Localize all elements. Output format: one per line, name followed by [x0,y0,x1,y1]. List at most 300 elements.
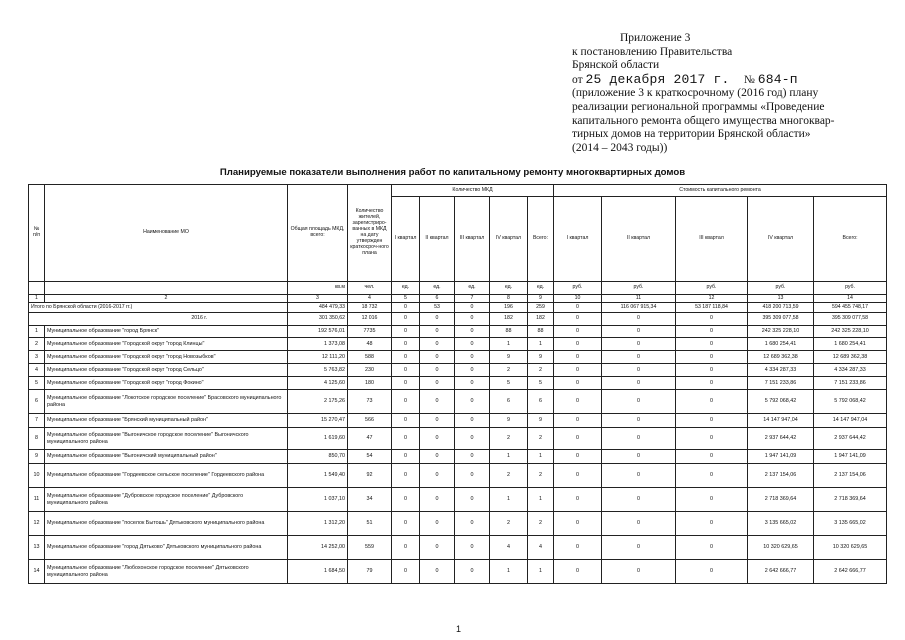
row-count-q1: 0 [392,488,420,512]
col-header-count-total: Всего: [528,197,554,282]
date-prefix: от [572,73,583,86]
table-row [29,464,887,488]
row-count-q2: 0 [420,351,455,364]
row-count-q1: 0 [392,450,420,464]
row-count-q4: 1 [490,450,528,464]
row-area: 12 111,20 [288,351,348,364]
col-header-residents: Количество жителей, зарегистриро-ванных в МКД на дату утвержден краткосроч-ного плана [348,185,392,282]
row-area: 2 175,26 [288,390,348,414]
row-count-q4: 88 [490,326,528,338]
col-header-cost-q4: IV квартал [748,197,814,282]
row-cost-total: 2 937 644,42 [814,428,887,450]
row-cost-q2: 0 [602,377,676,390]
row-count-q4: 9 [490,351,528,364]
row-area: 1 312,20 [288,512,348,536]
row-name: Муниципальное образование "город Дятьково" Дятьковского муниципального района [45,536,288,560]
row-count-q4: 2 [490,512,528,536]
row-residents: 180 [348,377,392,390]
row-cost-q1: 0 [554,326,602,338]
row-name: Муниципальное образование "Гордеевское сельское поселение" Гордеевского района [45,464,288,488]
row-cost-q1: 0 [554,512,602,536]
row-count-q3: 0 [455,338,490,351]
year-count-q1: 0 [392,313,420,326]
total-count-q3: 0 [455,303,490,313]
row-count-q4: 4 [490,536,528,560]
row-area: 4 125,60 [288,377,348,390]
row-cost-q4: 2 718 369,64 [748,488,814,512]
total-count-q4: 196 [490,303,528,313]
row-cost-q1: 0 [554,464,602,488]
row-count-q4: 1 [490,560,528,584]
table-row [29,512,887,536]
column-numbers-row [29,295,887,303]
year-label: 2016 г. [29,313,288,326]
header-note-3: капитального ремонта общего имущества многоквар- [572,114,835,127]
total-count-q1: 0 [392,303,420,313]
total-count-total: 259 [528,303,554,313]
row-residents: 588 [348,351,392,364]
row-count-q1: 0 [392,364,420,377]
row-cost-q4: 1 947 141,09 [748,450,814,464]
row-count-total: 1 [528,560,554,584]
row-cost-q3: 0 [676,390,748,414]
row-cost-total: 10 320 629,65 [814,536,887,560]
row-count-q2: 0 [420,390,455,414]
row-count-q3: 0 [455,512,490,536]
row-count-q1: 0 [392,560,420,584]
row-cost-q1: 0 [554,560,602,584]
row-count-total: 2 [528,364,554,377]
row-cost-q1: 0 [554,428,602,450]
total-cost-q4: 418 200 713,59 [748,303,814,313]
row-cost-q4: 1 680 254,41 [748,338,814,351]
row-area: 1 549,40 [288,464,348,488]
row-no: 11 [29,488,45,512]
row-count-q1: 0 [392,351,420,364]
row-count-q1: 0 [392,377,420,390]
row-cost-q3: 0 [676,364,748,377]
year-cost-q3: 0 [676,313,748,326]
col-header-count-q1: I квартал [392,197,420,282]
row-area: 1 684,50 [288,560,348,584]
row-name: Муниципальное образование "Городской округ "город Новозыбков" [45,351,288,364]
col-header-area: Общая площадь МКД, всего: [288,185,348,282]
table-row [29,377,887,390]
row-residents: 73 [348,390,392,414]
row-cost-q2: 0 [602,338,676,351]
row-count-total: 2 [528,464,554,488]
row-count-q2: 0 [420,414,455,428]
row-cost-q4: 10 320 629,65 [748,536,814,560]
row-name: Муниципальное образование "Городской округ "город Фокино" [45,377,288,390]
row-area: 1 373,08 [288,338,348,351]
row-count-q2: 0 [420,464,455,488]
row-cost-q3: 0 [676,560,748,584]
row-name: Муниципальное образование "город Брянск" [45,326,288,338]
row-cost-q3: 0 [676,326,748,338]
table-row [29,488,887,512]
row-count-q1: 0 [392,390,420,414]
row-count-total: 9 [528,351,554,364]
row-cost-q4: 242 325 228,10 [748,326,814,338]
page-number: 1 [456,624,462,634]
row-count-q4: 1 [490,488,528,512]
row-cost-q2: 0 [602,536,676,560]
row-count-q3: 0 [455,364,490,377]
row-no: 14 [29,560,45,584]
decree-date: 25 декабря 2017 г. [585,71,730,87]
row-cost-total: 5 792 068,42 [814,390,887,414]
decree-date-line [572,73,902,88]
col-header-count-q3: III квартал [455,197,490,282]
total-residents: 18 732 [348,303,392,313]
row-residents: 7735 [348,326,392,338]
row-cost-q4: 4 334 287,33 [748,364,814,377]
table-row [29,390,887,414]
row-residents: 51 [348,512,392,536]
total-label: Итого по Брянской области (2016-2017 гг.) [29,303,288,313]
year-row [29,313,887,326]
row-no: 12 [29,512,45,536]
col-num: 7 [455,295,490,303]
row-count-q4: 2 [490,464,528,488]
row-cost-total: 1 947 141,09 [814,450,887,464]
row-no: 5 [29,377,45,390]
row-count-q1: 0 [392,338,420,351]
row-cost-q1: 0 [554,338,602,351]
table-row [29,351,887,364]
row-cost-total: 2 642 666,77 [814,560,887,584]
table-row [29,536,887,560]
row-area: 850,70 [288,450,348,464]
row-no: 6 [29,390,45,414]
row-cost-q3: 0 [676,536,748,560]
header-note-4: тирных домов на территории Брянской области» [572,128,811,141]
row-no: 13 [29,536,45,560]
col-header-name: Наименование МО [45,185,288,282]
row-cost-q2: 0 [602,560,676,584]
row-residents: 48 [348,338,392,351]
row-residents: 79 [348,560,392,584]
row-cost-q3: 0 [676,377,748,390]
table-row [29,338,887,351]
year-count-q4: 182 [490,313,528,326]
row-cost-q3: 0 [676,351,748,364]
row-count-q3: 0 [455,536,490,560]
col-header-cost-q1: I квартал [554,197,602,282]
header-row-1 [29,185,887,197]
row-cost-q4: 5 792 068,42 [748,390,814,414]
unit-cost-total: руб. [814,282,887,295]
row-residents: 559 [348,536,392,560]
col-num: 9 [528,295,554,303]
col-num: 4 [348,295,392,303]
row-name: Муниципальное образование "Выгоничский муниципальный район" [45,450,288,464]
header-note-1: (приложение 3 к краткосрочному (2016 год) плану [572,87,819,100]
row-cost-total: 2 718 369,64 [814,488,887,512]
total-cost-q1: 0 [554,303,602,313]
row-count-q4: 2 [490,364,528,377]
decree-ref: к постановлению Правительства [572,45,733,58]
row-count-q4: 1 [490,338,528,351]
row-count-q2: 0 [420,326,455,338]
col-header-count-q4: IV квартал [490,197,528,282]
row-cost-q3: 0 [676,464,748,488]
col-num: 5 [392,295,420,303]
row-area: 1 037,10 [288,488,348,512]
row-count-q2: 0 [420,428,455,450]
year-cost-total: 395 309 077,58 [814,313,887,326]
row-cost-q4: 12 689 362,38 [748,351,814,364]
row-count-q3: 0 [455,450,490,464]
row-count-q4: 6 [490,390,528,414]
row-cost-total: 7 151 233,86 [814,377,887,390]
row-count-q1: 0 [392,326,420,338]
col-num: 1 [29,295,45,303]
col-header-no: № п/п [29,185,45,282]
row-area: 1 619,60 [288,428,348,450]
col-group-count: Количество МКД [392,185,554,197]
row-residents: 47 [348,428,392,450]
row-cost-q4: 7 151 233,86 [748,377,814,390]
col-header-cost-q3: III квартал [676,197,748,282]
row-count-total: 5 [528,377,554,390]
row-cost-q2: 0 [602,512,676,536]
row-cost-total: 3 135 665,02 [814,512,887,536]
unit-cost-q3: руб. [676,282,748,295]
row-cost-q4: 2 642 666,77 [748,560,814,584]
row-count-q4: 5 [490,377,528,390]
row-area: 5 763,82 [288,364,348,377]
row-cost-q2: 0 [602,414,676,428]
year-count-q2: 0 [420,313,455,326]
total-row [29,303,887,313]
row-residents: 54 [348,450,392,464]
row-count-q3: 0 [455,351,490,364]
row-residents: 566 [348,414,392,428]
row-name: Муниципальное образование "Выгоничское городское поселение" Выгоничского муниципального района [45,428,288,450]
unit-count-q1: ед. [392,282,420,295]
document-header [572,32,902,155]
row-cost-q4: 3 135 665,02 [748,512,814,536]
total-cost-q3: 53 187 118,84 [676,303,748,313]
row-cost-q2: 0 [602,464,676,488]
row-cost-q1: 0 [554,450,602,464]
row-count-q3: 0 [455,488,490,512]
row-cost-q2: 0 [602,390,676,414]
header-note-5: (2014 – 2043 годы)) [572,141,668,154]
row-count-q2: 0 [420,560,455,584]
unit-area: кв.м [288,282,348,295]
row-count-total: 1 [528,450,554,464]
row-count-q2: 0 [420,536,455,560]
region-name: Брянской области [572,59,660,72]
row-no: 10 [29,464,45,488]
unit-cost-q1: руб. [554,282,602,295]
row-area: 15 270,47 [288,414,348,428]
row-count-q1: 0 [392,414,420,428]
col-num: 11 [602,295,676,303]
row-cost-q1: 0 [554,488,602,512]
col-num: 8 [490,295,528,303]
table-row [29,326,887,338]
row-cost-q3: 0 [676,428,748,450]
col-num: 14 [814,295,887,303]
unit-count-total: ед. [528,282,554,295]
row-count-q3: 0 [455,414,490,428]
unit-cost-q4: руб. [748,282,814,295]
row-cost-q2: 0 [602,428,676,450]
col-num: 3 [288,295,348,303]
col-num: 6 [420,295,455,303]
unit-residents: чел. [348,282,392,295]
row-cost-q1: 0 [554,377,602,390]
row-count-total: 6 [528,390,554,414]
row-count-q2: 0 [420,488,455,512]
row-no: 8 [29,428,45,450]
total-area: 484 479,33 [288,303,348,313]
header-note-2: реализации региональной программы «Проведение [572,100,825,113]
row-residents: 34 [348,488,392,512]
row-no: 1 [29,326,45,338]
row-cost-q4: 14 147 947,04 [748,414,814,428]
row-count-q2: 0 [420,364,455,377]
row-cost-q3: 0 [676,450,748,464]
unit-cost-q2: руб. [602,282,676,295]
row-cost-total: 14 147 947,04 [814,414,887,428]
row-cost-q3: 0 [676,414,748,428]
row-name: Муниципальное образование "поселок Бытошь" Дятьковского муниципального района [45,512,288,536]
row-cost-q1: 0 [554,536,602,560]
row-area: 192 576,01 [288,326,348,338]
row-count-total: 88 [528,326,554,338]
row-count-total: 1 [528,488,554,512]
row-count-q3: 0 [455,390,490,414]
col-num: 12 [676,295,748,303]
row-count-q2: 0 [420,377,455,390]
row-residents: 92 [348,464,392,488]
table-row [29,428,887,450]
row-cost-q1: 0 [554,351,602,364]
document-title: Планируемые показатели выполнения работ по капитальному ремонту многоквартирных домов [219,167,686,178]
row-name: Муниципальное образование "Городской округ "город Сельцо" [45,364,288,377]
row-cost-total: 2 137 154,06 [814,464,887,488]
year-count-total: 182 [528,313,554,326]
row-cost-total: 12 689 362,38 [814,351,887,364]
row-count-total: 4 [528,536,554,560]
row-count-q1: 0 [392,428,420,450]
row-count-total: 2 [528,512,554,536]
row-cost-total: 1 680 254,41 [814,338,887,351]
row-no: 2 [29,338,45,351]
row-cost-q3: 0 [676,512,748,536]
row-count-total: 2 [528,428,554,450]
row-count-q2: 0 [420,338,455,351]
row-no: 9 [29,450,45,464]
row-name: Муниципальное образование "Любохонское городское поселение" Дятьковского муниципального района [45,560,288,584]
row-no: 4 [29,364,45,377]
col-group-cost: Стоимость капитального ремонта [554,185,887,197]
row-name: Муниципальное образование "Дубровское городское поселение" Дубровского муниципального района [45,488,288,512]
row-count-q3: 0 [455,326,490,338]
row-cost-q1: 0 [554,414,602,428]
row-name: Муниципальное образование "Локотское городское поселение" Брасовского муниципального района [45,390,288,414]
row-count-q1: 0 [392,536,420,560]
row-count-q3: 0 [455,560,490,584]
indicators-table [28,184,887,584]
table-row [29,560,887,584]
row-count-total: 9 [528,414,554,428]
row-cost-q2: 0 [602,488,676,512]
row-residents: 230 [348,364,392,377]
row-count-q4: 9 [490,414,528,428]
unit-count-q3: ед. [455,282,490,295]
number-prefix: № [743,73,755,86]
row-name: Муниципальное образование "Брянский муниципальный район" [45,414,288,428]
row-cost-q3: 0 [676,338,748,351]
table-row [29,414,887,428]
col-num: 13 [748,295,814,303]
unit-count-q2: ед. [420,282,455,295]
row-count-q3: 0 [455,428,490,450]
year-residents: 12 016 [348,313,392,326]
year-cost-q4: 395 309 077,58 [748,313,814,326]
row-cost-q4: 2 137 154,06 [748,464,814,488]
decree-number: 684-п [757,71,798,87]
row-cost-q3: 0 [676,488,748,512]
row-count-q2: 0 [420,512,455,536]
row-cost-total: 242 325 228,10 [814,326,887,338]
row-area: 14 252,00 [288,536,348,560]
appendix-label: Приложение 3 [620,32,691,44]
row-count-q2: 0 [420,450,455,464]
row-no: 3 [29,351,45,364]
year-cost-q1: 0 [554,313,602,326]
total-cost-total: 594 455 748,17 [814,303,887,313]
units-row [29,282,887,295]
row-no: 7 [29,414,45,428]
table-row [29,450,887,464]
year-area: 301 350,62 [288,313,348,326]
year-cost-q2: 0 [602,313,676,326]
row-cost-q2: 0 [602,351,676,364]
col-num: 10 [554,295,602,303]
row-cost-total: 4 334 287,33 [814,364,887,377]
row-count-q1: 0 [392,464,420,488]
row-count-total: 1 [528,338,554,351]
year-count-q3: 0 [455,313,490,326]
col-header-cost-q2: II квартал [602,197,676,282]
row-cost-q1: 0 [554,364,602,377]
row-count-q3: 0 [455,377,490,390]
row-count-q4: 2 [490,428,528,450]
row-name: Муниципальное образование "Городской округ "город Клинцы" [45,338,288,351]
unit-count-q4: ед. [490,282,528,295]
col-header-cost-total: Всего: [814,197,887,282]
row-cost-q4: 2 937 644,42 [748,428,814,450]
row-cost-q2: 0 [602,364,676,377]
row-cost-q1: 0 [554,390,602,414]
row-count-q1: 0 [392,512,420,536]
total-count-q2: 53 [420,303,455,313]
col-num: 2 [45,295,288,303]
col-header-count-q2: II квартал [420,197,455,282]
row-count-q3: 0 [455,464,490,488]
table-row [29,364,887,377]
total-cost-q2: 116 067 915,34 [602,303,676,313]
row-cost-q2: 0 [602,450,676,464]
row-cost-q2: 0 [602,326,676,338]
